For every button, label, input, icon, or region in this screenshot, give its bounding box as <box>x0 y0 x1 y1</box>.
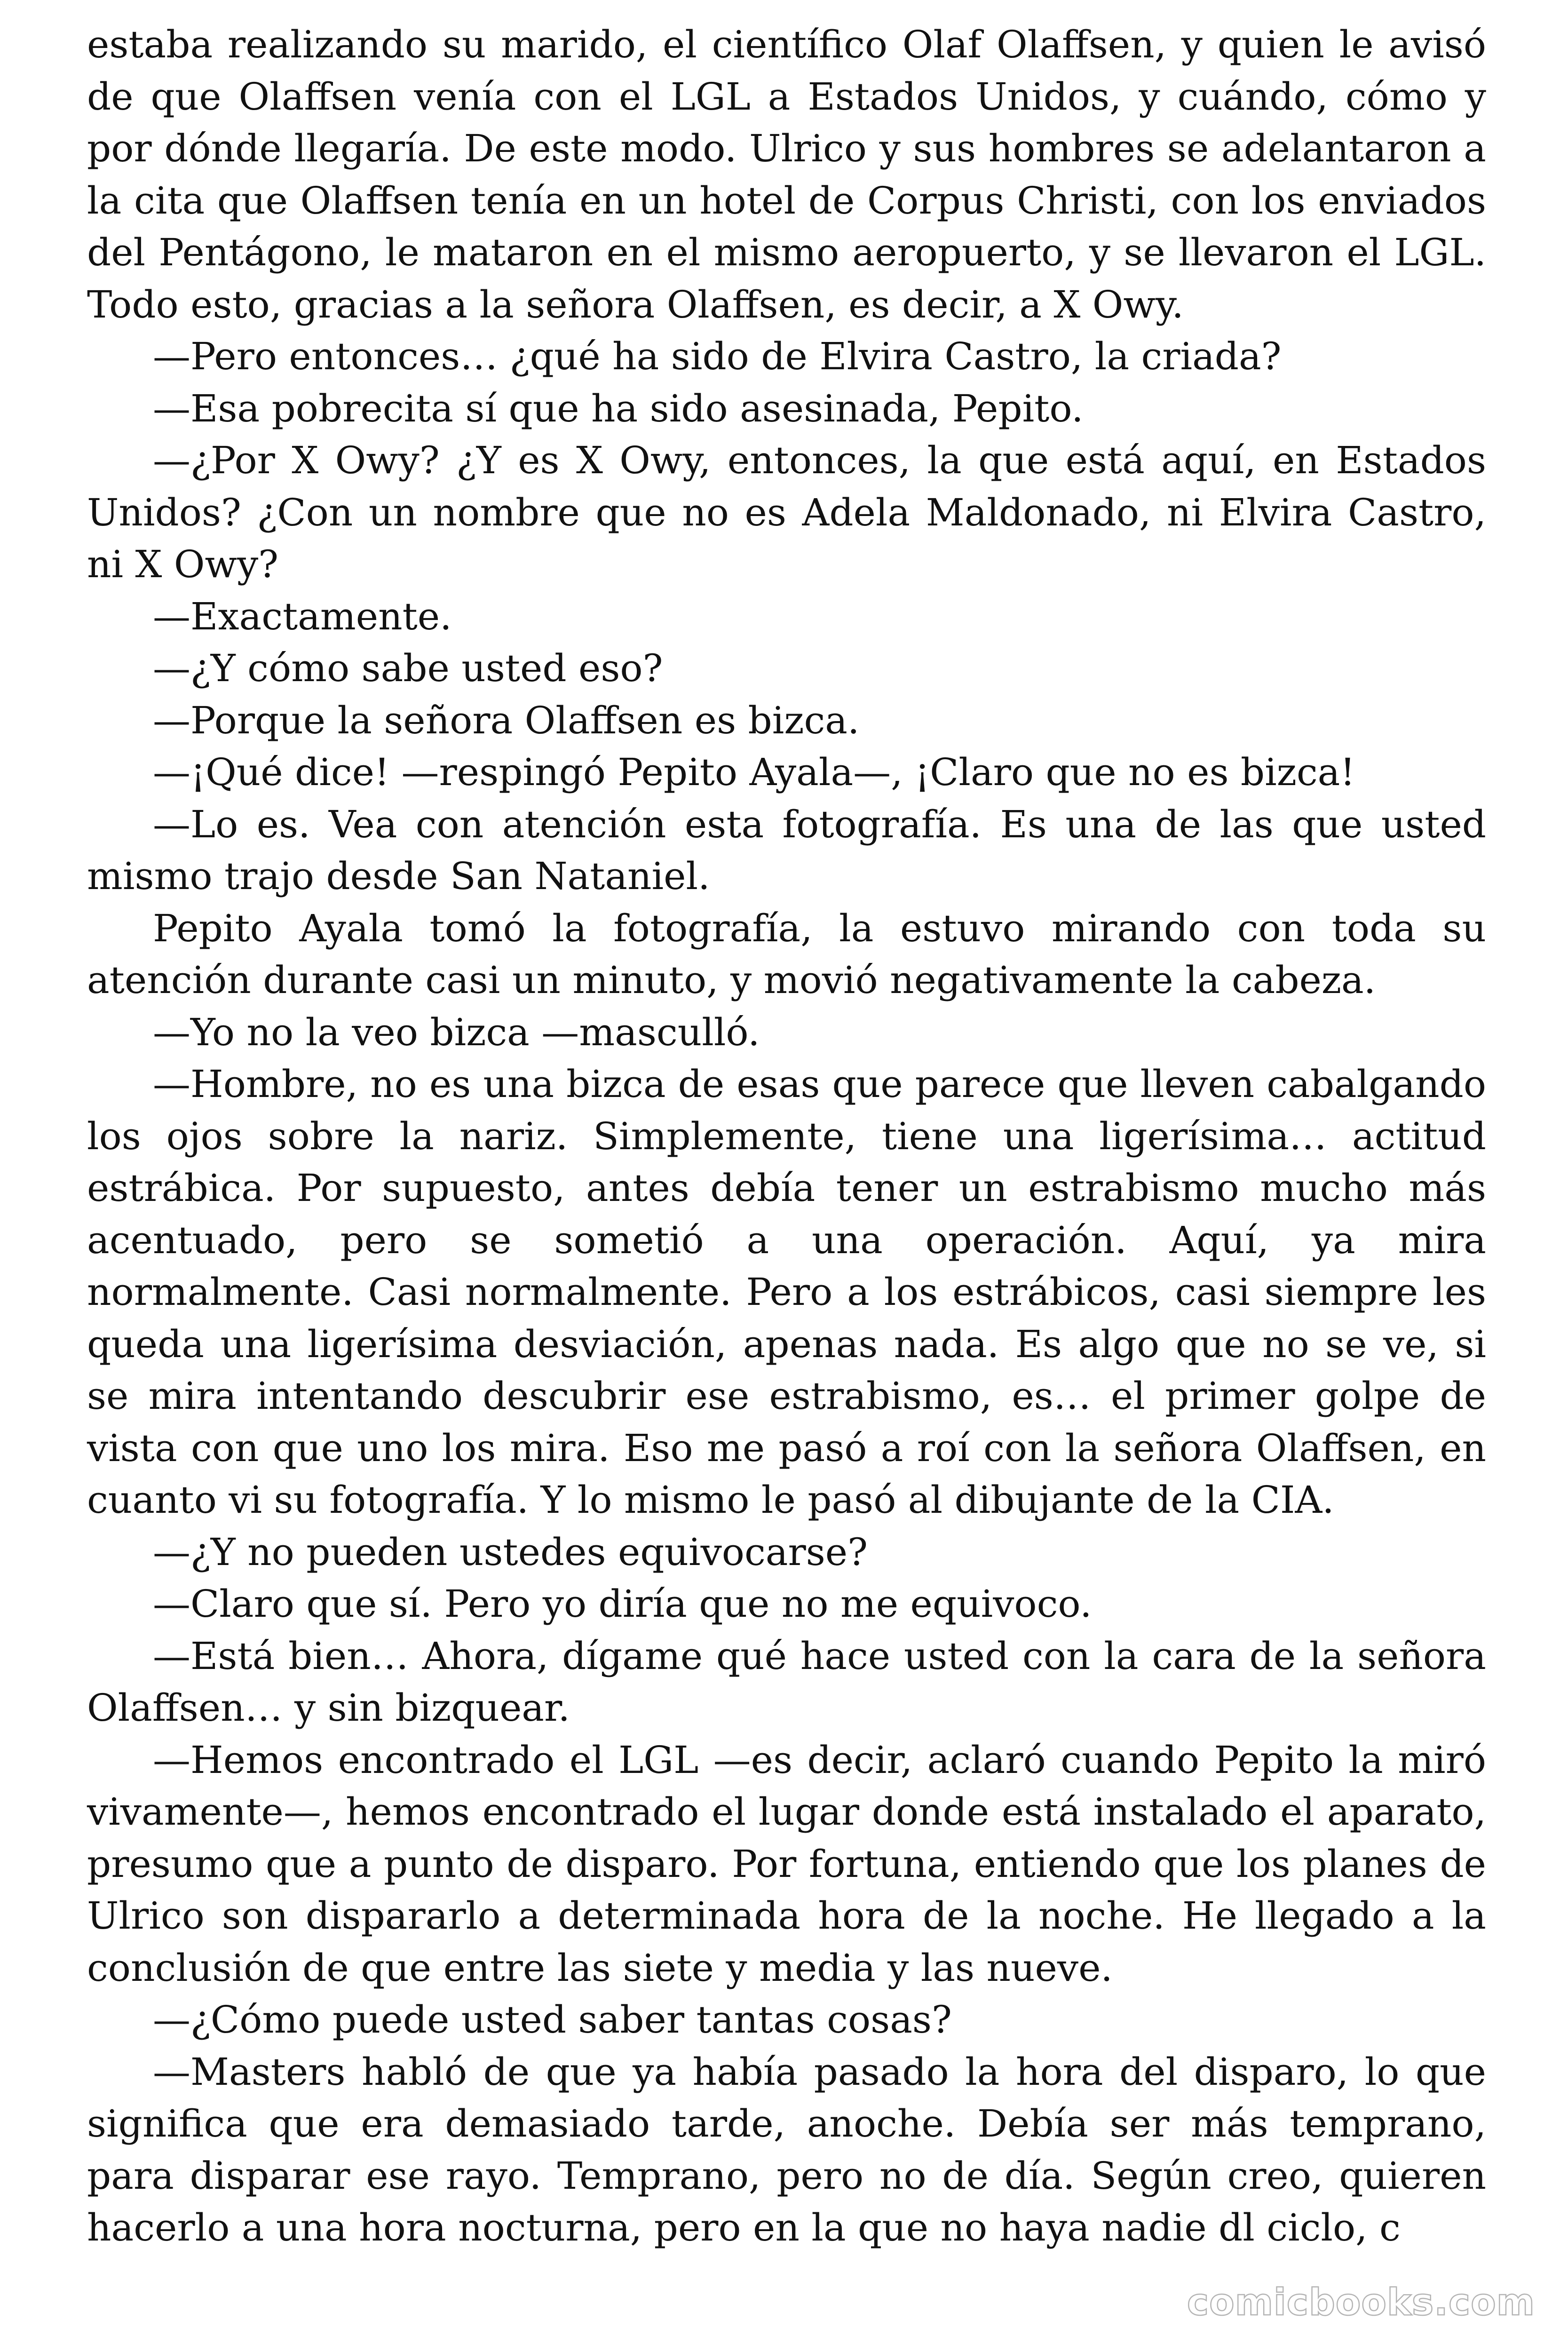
paragraph: —¿Por X Owy? ¿Y es X Owy, entonces, la que está aquí, en Estados Unidos? ¿Con un nombre que no es Adela Maldonado, ni Elvira Castro, ni X Owy? <box>87 438 1486 586</box>
paragraph: —¡Qué dice! —respingó Pepito Ayala—, ¡Claro que no es bizca! <box>153 750 1355 794</box>
watermark: comicbooks.com <box>1187 2281 1535 2324</box>
paragraph: —Lo es. Vea con atención esta fotografía. Es una de las que usted mismo trajo desde San Nataniel. <box>87 802 1486 898</box>
paragraph: —Hombre, no es una bizca de esas que parece que lleven cabalgando los ojos sobre la nariz. Simplemente, tiene una ligerísima… actitud estrábica. Por supuesto, antes debía tener un estrabismo mucho más acentuado, pero se sometió a una operación. Aquí, ya mira normalmente. Casi normalmente. Pero a los estrábicos, casi siempre les queda una ligerísima desviación, apenas nada. Es algo que no se ve, si se mira intentando descubrir ese estrabismo, es… el primer golpe de vista con que uno los mira. Eso me pasó a roí con la señora Olaffsen, en cuanto vi su fotografía. Y lo mismo le pasó al dibujante de la CIA. <box>87 1062 1486 1522</box>
paragraph: —Pero entonces… ¿qué ha sido de Elvira Castro, la criada? <box>153 334 1282 378</box>
paragraph: —Esa pobrecita sí que ha sido asesinada, Pepito. <box>153 386 1084 430</box>
paragraph: —¿Cómo puede usted saber tantas cosas? <box>153 1998 952 2042</box>
paragraph: —Masters habló de que ya había pasado la hora del disparo, lo que significa que era demasiado tarde, anoche. Debía ser más temprano, para disparar ese rayo. Temprano, pero no de día. Según creo, quieren hacerlo a una hora nocturna, pero en la que no haya nadie dl ciclo, c <box>87 2050 1486 2249</box>
paragraph: —Porque la señora Olaffsen es bizca. <box>153 698 860 742</box>
paragraph: —¿Y no pueden ustedes equivocarse? <box>153 1530 868 1574</box>
paragraph: Pepito Ayala tomó la fotografía, la estuvo mirando con toda su atención durante casi un minuto, y movió negativamente la cabeza. <box>87 906 1486 1002</box>
paragraph: —¿Y cómo sabe usted eso? <box>153 646 663 690</box>
paragraph: —Hemos encontrado el LGL —es decir, aclaró cuando Pepito la miró vivamente—, hemos encontrado el lugar donde está instalado el aparato, presumo que a punto de disparo. Por fortuna, entiendo que los planes de Ulrico son dispararlo a determinada hora de la noche. He llegado a la conclusión de que entre las siete y media y las nueve. <box>87 1738 1486 1990</box>
paragraph: —Está bien… Ahora, dígame qué hace usted con la cara de la señora Olaffsen… y sin bizquear. <box>87 1634 1486 1730</box>
paragraph: —Exactamente. <box>153 594 452 638</box>
paragraph: estaba realizando su marido, el científico Olaf Olaffsen, y quien le avisó de que Olaffsen venía con el LGL a Estados Unidos, y cuándo, cómo y por dónde llegaría. De este modo. Ulrico y sus hombres se adelantaron a la cita que Olaffsen tenía en un hotel de Corpus Christi, con los enviados del Pentágono, le mataron en el mismo aeropuerto, y se llevaron el LGL. Todo esto, gracias a la señora Olaffsen, es decir, a X Owy. <box>87 23 1486 326</box>
page-body <box>87 19 1486 2254</box>
paragraph: —Yo no la veo bizca —masculló. <box>153 1010 760 1054</box>
paragraph: —Claro que sí. Pero yo diría que no me equivoco. <box>153 1582 1092 1626</box>
